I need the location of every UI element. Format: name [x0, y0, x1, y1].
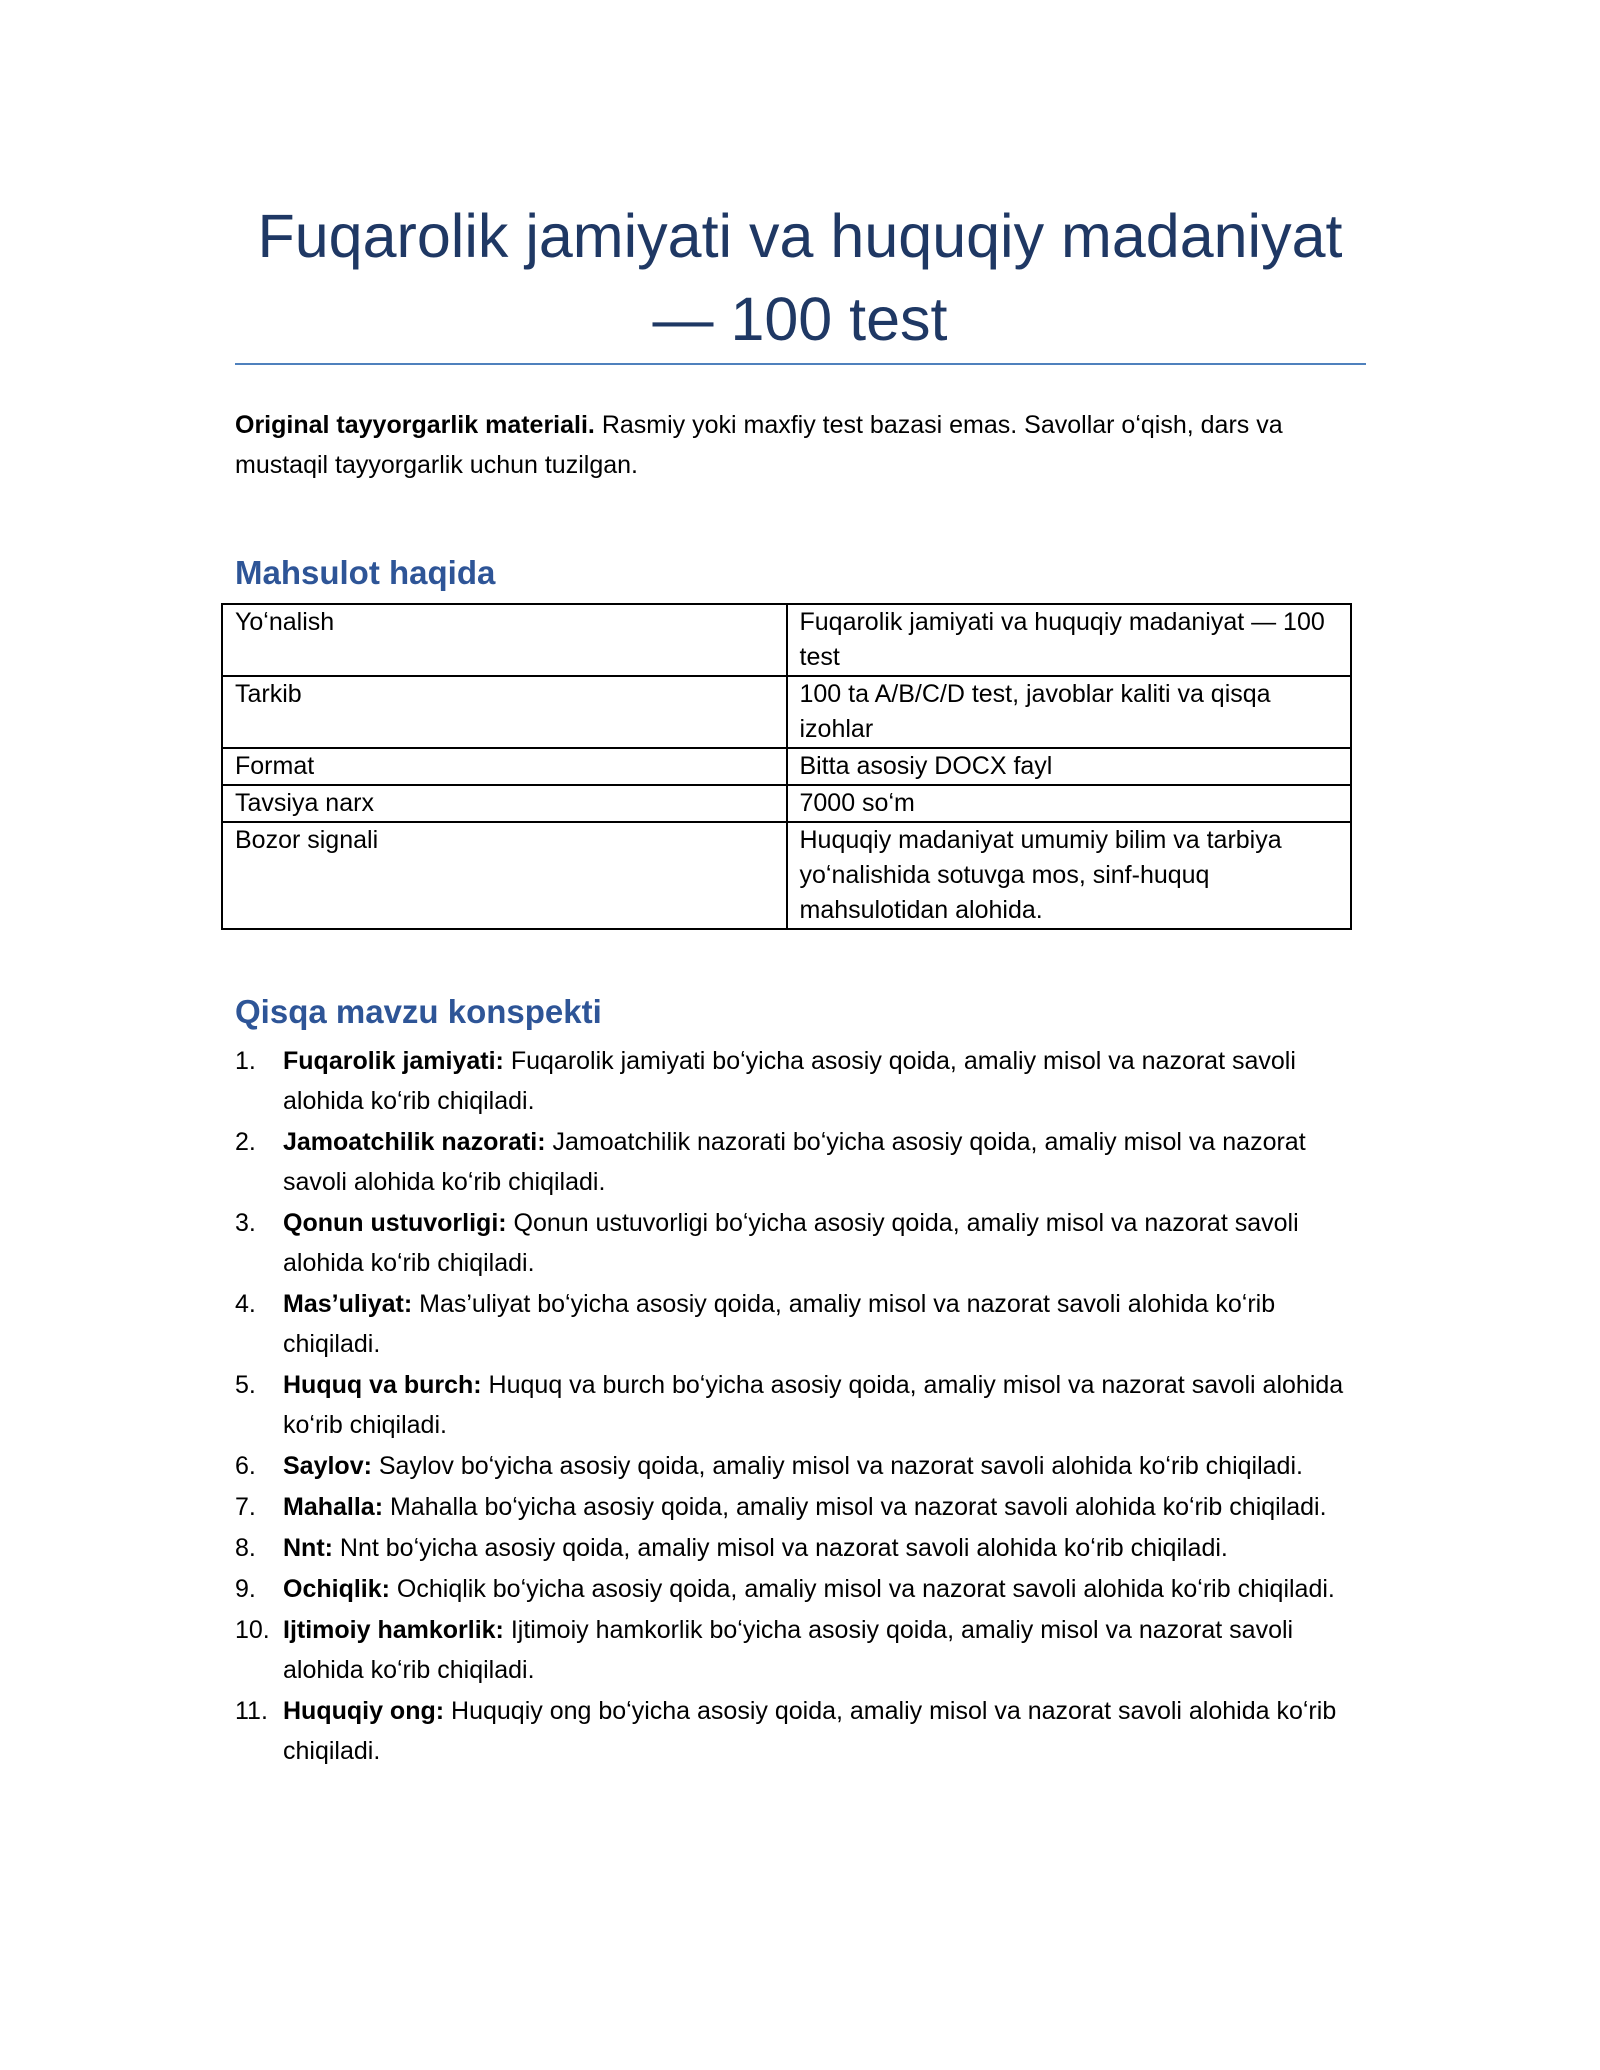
summary-heading: Qisqa mavzu konspekti [235, 993, 602, 1030]
topic-text: Qonun ustuvorligi boʻyicha asosiy qoida, amaliy misol va nazorat savoli alohida koʻrib chiqiladi. [283, 1209, 1299, 1277]
table-row [222, 676, 1351, 748]
list-number: 3. [235, 1209, 256, 1237]
list-number: 5. [235, 1371, 256, 1399]
list-item [235, 1041, 1365, 1121]
document-title: Fuqarolik jamiyati va huquqiy madaniyat — 100 test [257, 202, 1343, 353]
list-number: 1. [235, 1047, 256, 1075]
list-number: 2. [235, 1128, 256, 1156]
table-value: 7000 soʻm [787, 785, 1352, 822]
topic-text: Huquqiy ong boʻyicha asosiy qoida, amaliy misol va nazorat savoli alohida koʻrib chiqiladi. [283, 1697, 1337, 1765]
table-key: Tarkib [222, 676, 787, 748]
list-number: 10. [235, 1616, 270, 1644]
topic-term: Jamoatchilik nazorati: [283, 1128, 546, 1156]
topic-term: Ochiqlik: [283, 1575, 390, 1603]
topic-text: Jamoatchilik nazorati boʻyicha asosiy qoida, amaliy misol va nazorat savoli alohida koʻrib chiqiladi. [283, 1128, 1306, 1196]
topic-text: Saylov boʻyicha asosiy qoida, amaliy misol va nazorat savoli alohida koʻrib chiqiladi. [371, 1452, 1303, 1480]
list-number: 7. [235, 1493, 256, 1521]
table-row [222, 822, 1351, 929]
topic-text: Nnt boʻyicha asosiy qoida, amaliy misol va nazorat savoli alohida koʻrib chiqiladi. [332, 1534, 1228, 1562]
topics-list [235, 1041, 1365, 1772]
table-value: 100 ta A/B/C/D test, javoblar kaliti va qisqa izohlar [787, 676, 1352, 748]
topic-term: Qonun ustuvorligi: [283, 1209, 507, 1237]
list-item [235, 1446, 1365, 1486]
topic-term: Nnt: [283, 1534, 333, 1562]
table-row [222, 604, 1351, 676]
list-item [235, 1487, 1365, 1527]
list-item [235, 1365, 1365, 1445]
about-table [221, 603, 1352, 930]
title-underline [235, 363, 1366, 365]
list-item [235, 1528, 1365, 1568]
table-value: Bitta asosiy DOCX fayl [787, 748, 1352, 785]
topic-term: Saylov: [283, 1452, 372, 1480]
intro-bold: Original tayyorgarlik materiali. [235, 411, 595, 439]
list-number: 8. [235, 1534, 256, 1562]
intro-text: Rasmiy yoki maxfiy test bazasi emas. Savollar oʻqish, dars va mustaqil tayyorgarlik uchun tuzilgan. [235, 411, 1283, 479]
topic-text: Ochiqlik boʻyicha asosiy qoida, amaliy misol va nazorat savoli alohida koʻrib chiqiladi. [389, 1575, 1335, 1603]
topic-text: Ijtimoiy hamkorlik boʻyicha asosiy qoida, amaliy misol va nazorat savoli alohida koʻrib chiqiladi. [283, 1616, 1294, 1684]
topic-term: Huquq va burch: [283, 1371, 482, 1399]
topic-text: Mahalla boʻyicha asosiy qoida, amaliy misol va nazorat savoli alohida koʻrib chiqiladi. [383, 1493, 1327, 1521]
list-number: 9. [235, 1575, 256, 1603]
topic-text: Fuqarolik jamiyati boʻyicha asosiy qoida, amaliy misol va nazorat savoli alohida koʻrib chiqiladi. [283, 1047, 1296, 1115]
topic-term: Fuqarolik jamiyati: [283, 1047, 504, 1075]
table-value: Fuqarolik jamiyati va huquqiy madaniyat — 100 test [787, 604, 1352, 676]
table-key: Bozor signali [222, 822, 787, 929]
topic-term: Mahalla: [283, 1493, 384, 1521]
topic-text: Huquq va burch boʻyicha asosiy qoida, amaliy misol va nazorat savoli alohida koʻrib chiqiladi. [283, 1371, 1344, 1439]
about-heading: Mahsulot haqida [235, 554, 496, 591]
table-key: Tavsiya narx [222, 785, 787, 822]
table-key: Yoʻnalish [222, 604, 787, 676]
table-row [222, 785, 1351, 822]
topic-text: Mas’uliyat boʻyicha asosiy qoida, amaliy misol va nazorat savoli alohida koʻrib chiqiladi. [283, 1290, 1276, 1358]
list-item [235, 1569, 1365, 1609]
list-number: 6. [235, 1452, 256, 1480]
list-number: 4. [235, 1290, 256, 1318]
list-item [235, 1122, 1365, 1202]
topic-term: Huquqiy ong: [283, 1697, 445, 1725]
table-key: Format [222, 748, 787, 785]
list-item [235, 1284, 1365, 1364]
intro-paragraph [235, 405, 1365, 485]
list-item [235, 1691, 1365, 1771]
table-row [222, 748, 1351, 785]
topic-term: Mas’uliyat: [283, 1290, 413, 1318]
list-number: 11. [235, 1697, 268, 1725]
table-value: Huquqiy madaniyat umumiy bilim va tarbiya yoʻnalishida sotuvga mos, sinf-huquq mahsulotidan alohida. [787, 822, 1352, 929]
topic-term: Ijtimoiy hamkorlik: [283, 1616, 504, 1644]
list-item [235, 1203, 1365, 1283]
list-item [235, 1610, 1365, 1690]
